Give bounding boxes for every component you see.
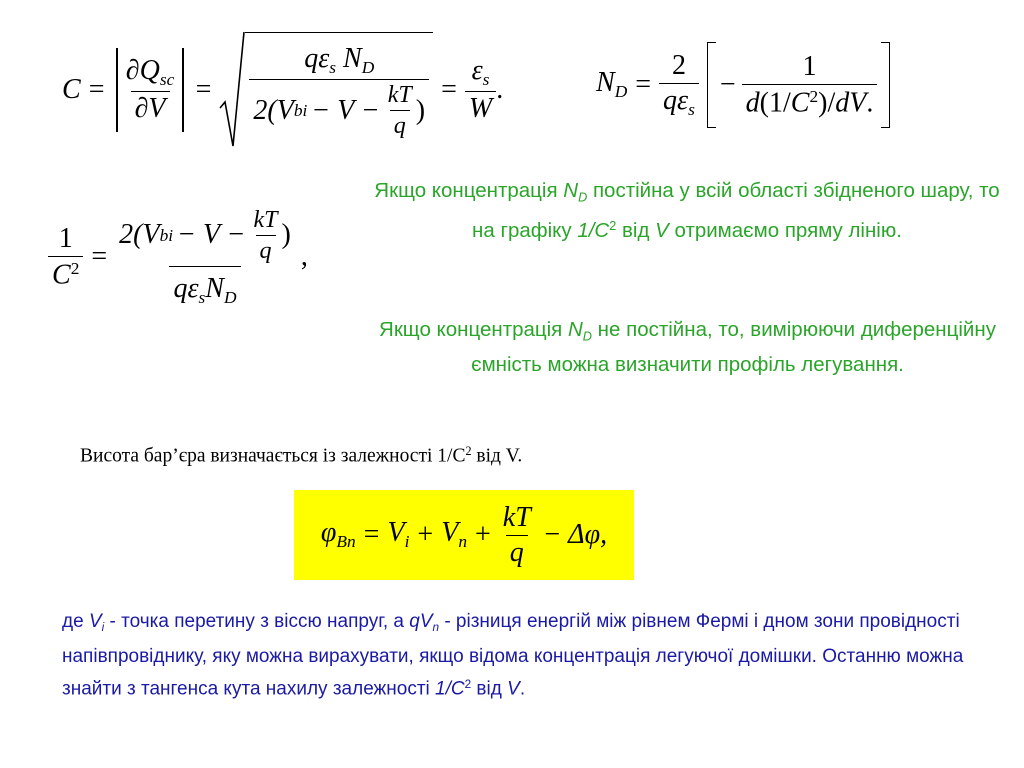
barrier-height-caption: Висота бар’єра визначається із залежності $1/С^2$ від V. [80,444,523,467]
sqrt-sign [219,30,245,150]
barrier-formula-box: $\varphi_{Bn}$ = $V_i$ + $V_n$ + $\frac{kT}{q}$ − Δφ, [294,490,634,580]
c-symbol: C [62,74,81,105]
blue-explanation-paragraph: де $V_i$ - точка перетину з віссю напруг, а $qV_n$ - різниця енергій між рівнем Фермі і дном зони провідності напівпровіднику, яку можна вирахувати, якщо відома концентрація легуючої домішки. Останню можна знайти з тангенса кута нахилу залежності $1/C^2$ від V. [62,611,964,700]
green-paragraph-nonconstant: Якщо концентрація $N_D$ не постійна, то, вимірюючи диференційну ємність можна визначити профіль легування. [379,318,996,377]
bracket-expression: − $\frac{1}{d(1/C^2)/dV.}$ [707,42,891,128]
green-paragraph-constant: Якщо концентрація $N_D$ постійна у всій області збідненого шару, то на графіку $1/C^2$ від V отримаємо пряму лінію. [374,179,1000,243]
nd-formula: $N_D$ = $\frac{2}{q\varepsilon_s}$ − $\frac{1}{d(1/C^2)/dV.}$ [596,40,890,130]
sqrt-expression: $q\varepsilon_s$ $N_D$ 2(V bi − V − $\frac{kT}{q}$ ) [219,30,433,150]
inverse-c2-formula: $\frac{1}{C^2}$ = 2(V bi − V − $\frac{kT}{q}$ ) $q\varepsilon_sN_D$ , [48,192,308,322]
abs-derivative: $\frac{\partial Q_{sc}}{\partial V}$ [112,48,187,132]
capacitance-formula: C = $\frac{\partial Q_{sc}}{\partial V}$ = $q\varepsilon_s$ $N_D$ 2(V bi − V − $\frac{kT}{q}$ ) = $\frac{\varepsilon_s}{W}$ . [62,30,503,150]
